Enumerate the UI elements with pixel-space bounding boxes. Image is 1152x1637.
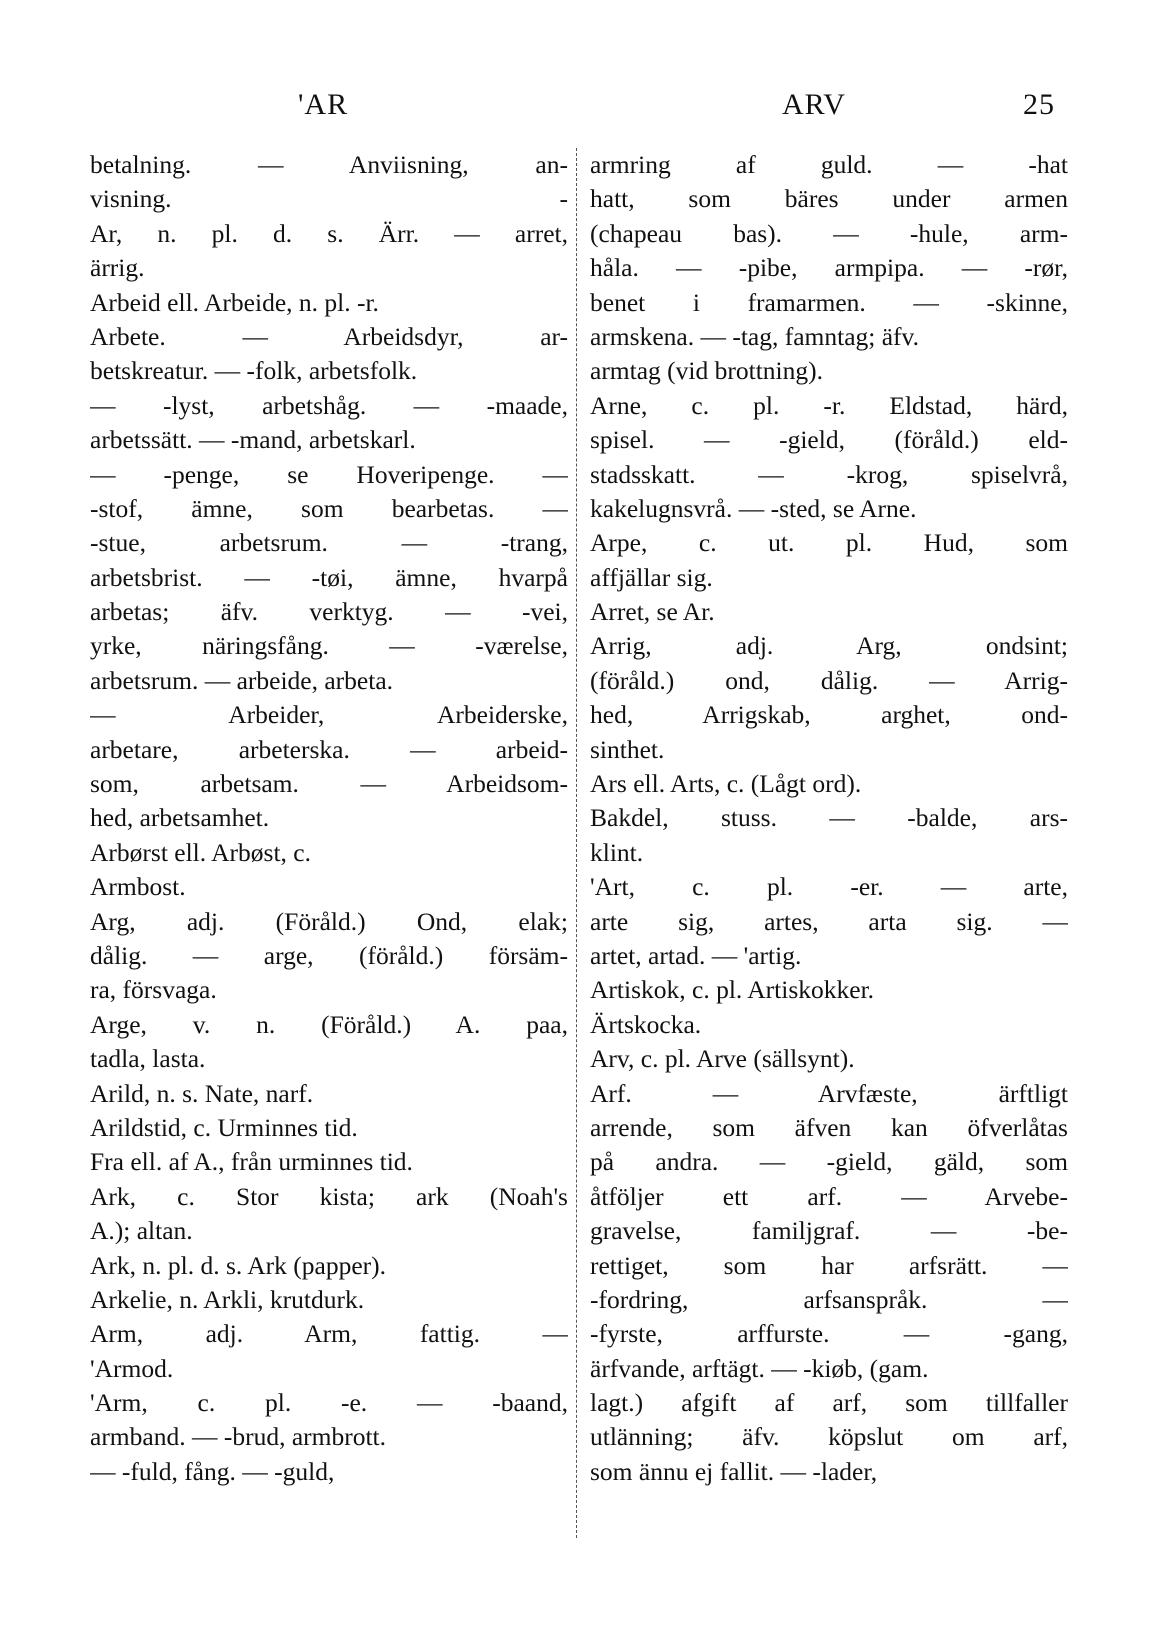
text-line: arbetsrum. — arbeide, arbeta. [90,665,394,695]
text-line: som ännu ej fallit. — -lader, [590,1456,878,1486]
text-line: -fyrste, arffurste. — -gang, [590,1319,1068,1349]
text-line: klint. [590,837,644,867]
text-line: -stue, arbetsrum. — -trang, [90,528,568,558]
text-line: spisel. — -gield, (föråld.) eld- [590,425,1068,455]
text-line: betskreatur. — -folk, arbetsfolk. [90,356,418,386]
text-line: Artiskok, c. pl. Artiskokker. [590,975,875,1005]
text-line: 'Arm, c. pl. -e. — -baand, [90,1388,568,1418]
text-line: Ar, n. pl. d. s. Ärr. — arret, [90,218,568,248]
text-line: stadsskatt. — -krog, spiselvrå, [590,459,1068,489]
text-line: utlänning; äfv. köpslut om arf, [590,1422,1068,1452]
text-line: affjällar sig. [590,562,713,592]
text-line: visning. - [90,184,568,214]
right-column [590,148,1068,1489]
text-line: — -fuld, fång. — -guld, [90,1456,335,1486]
text-line: Arv, c. pl. Arve (sällsynt). [590,1044,855,1074]
text-line: yrke, näringsfång. — -værelse, [90,631,568,661]
text-line: arbetssätt. — -mand, arbetskarl. [90,425,416,455]
running-head-left: 'AR [298,88,349,121]
text-line: Ärtskocka. [590,1009,702,1039]
text-line: åtföljer ett arf. — Arvebe- [590,1181,1068,1211]
text-line: arrende, som äfven kan öfverlåtas [590,1112,1068,1142]
text-line: Arg, adj. (Föråld.) Ond, elak; [90,906,568,936]
text-line: ärfvande, arftägt. — -kiøb, (gam. [590,1353,929,1383]
text-line: kakelugnsvrå. — -sted, se Arne. [590,493,917,523]
text-line: Arge, v. n. (Föråld.) A. paa, [90,1009,568,1039]
text-line: ärrig. [90,253,145,283]
text-line: -fordring, arfsanspråk. — [590,1284,1068,1314]
text-line: ra, försvaga. [90,975,217,1005]
text-line: Ars ell. Arts, c. (Lågt ord). [590,769,862,799]
running-head-right: ARV [782,88,846,121]
text-line: Arbørst ell. Arbøst, c. [90,837,311,867]
text-line: på andra. — -gield, gäld, som [590,1147,1068,1177]
text-line: — -penge, se Hoveripenge. — [90,459,568,489]
text-line: Arbete. — Arbeidsdyr, ar- [90,321,568,351]
text-line: hatt, som bäres under armen [590,184,1068,214]
text-line: tadla, lasta. [90,1044,206,1074]
text-line: Arildstid, c. Urminnes tid. [90,1112,358,1142]
text-line: armtag (vid brottning). [590,356,823,386]
text-line: artet, artad. — 'artig. [590,940,802,970]
text-line: sinthet. [590,734,665,764]
text-line: rettiget, som har arfsrätt. — [590,1250,1068,1280]
page-header [90,88,1055,132]
text-line: A.); altan. [90,1216,193,1246]
text-line: (föråld.) ond, dålig. — Arrig- [590,665,1068,695]
text-line: dålig. — arge, (föråld.) försäm- [90,940,568,970]
text-line: hed, arbetsamhet. [90,803,270,833]
text-line: 'Armod. [90,1353,174,1383]
column-divider [576,148,577,1538]
text-line: — Arbeider, Arbeiderske, [90,700,568,730]
text-line: Ark, n. pl. d. s. Ark (papper). [90,1250,387,1280]
text-line: Arm, adj. Arm, fattig. — [90,1319,568,1349]
text-line: Arne, c. pl. -r. Eldstad, härd, [590,390,1068,420]
text-line: gravelse, familjgraf. — -be- [590,1216,1068,1246]
text-line: arbetare, arbeterska. — arbeid- [90,734,568,764]
text-line: som, arbetsam. — Arbeidsom- [90,769,568,799]
text-line: 'Art, c. pl. -er. — arte, [590,872,1068,902]
text-line: betalning. — Anviisning, an- [90,150,568,179]
text-line: arbetas; äfv. verktyg. — -vei, [90,597,568,627]
text-line: håla. — -pibe, armpipa. — -rør, [590,253,1068,283]
text-line: -stof, ämne, som bearbetas. — [90,493,568,523]
left-column [90,148,568,1489]
text-line: Arpe, c. ut. pl. Hud, som [590,528,1068,558]
text-line: Arrig, adj. Arg, ondsint; [590,631,1068,661]
text-line: arte sig, artes, arta sig. — [590,906,1068,936]
text-line: Arild, n. s. Nate, narf. [90,1078,314,1108]
text-line: Ark, c. Stor kista; ark (Noah's [90,1181,568,1211]
text-line: armring af guld. — -hat [590,150,1068,179]
text-line: Arf. — Arvfæste, ärftligt [590,1078,1068,1108]
text-line: Arret, se Ar. [590,597,715,627]
text-line: benet i framarmen. — -skinne, [590,287,1068,317]
text-line: armskena. — -tag, famntag; äfv. [590,321,920,351]
text-line: armband. — -brud, armbrott. [90,1422,387,1452]
text-line: — -lyst, arbetshåg. — -maade, [90,390,568,420]
text-line: Fra ell. af A., från urminnes tid. [90,1147,413,1177]
text-line: Bakdel, stuss. — -balde, ars- [590,803,1068,833]
text-line: Arkelie, n. Arkli, krutdurk. [90,1284,365,1314]
text-line: (chapeau bas). — -hule, arm- [590,218,1068,248]
text-line: lagt.) afgift af arf, som tillfaller [590,1388,1068,1418]
text-line: Arbeid ell. Arbeide, n. pl. -r. [90,287,379,317]
page-number: 25 [1023,88,1055,121]
text-line: Armbost. [90,872,186,902]
text-line: hed, Arrigskab, arghet, ond- [590,700,1068,730]
text-line: arbetsbrist. — -tøi, ämne, hvarpå [90,562,568,592]
